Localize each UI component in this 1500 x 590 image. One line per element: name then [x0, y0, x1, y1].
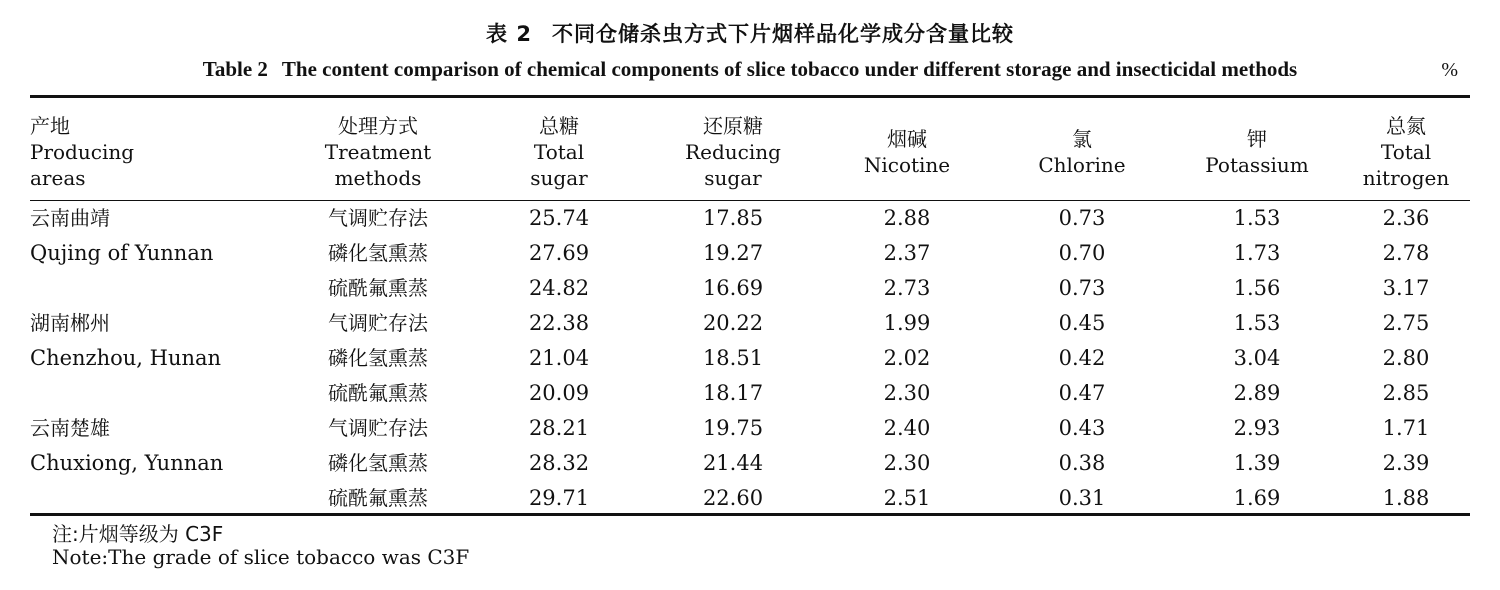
cell-nicotine: 2.30: [883, 451, 931, 475]
cell-total-nitrogen: 2.80: [1382, 346, 1430, 370]
cell-total-sugar: 29.71: [528, 486, 590, 510]
header-cn-label: 总氮: [1386, 114, 1426, 138]
cell-reducing-sugar: 17.85: [702, 206, 764, 230]
cell-reducing-sugar: 18.51: [702, 346, 764, 370]
cell-reducing-sugar: 19.75: [702, 416, 764, 440]
cell-nicotine: 2.88: [883, 206, 931, 230]
cell-total-nitrogen: 2.78: [1382, 241, 1430, 265]
header-en-label: Total: [1380, 140, 1432, 164]
cell-chlorine: 0.31: [1058, 486, 1106, 510]
cell-potassium: 2.89: [1233, 381, 1281, 405]
cell-treatment-method: 硫酰氟熏蒸: [328, 486, 428, 510]
header-nicotine: [817, 111, 997, 193]
header-producing-areas: [30, 111, 134, 193]
cell-nicotine: 2.73: [883, 276, 931, 300]
cell-reducing-sugar: 16.69: [702, 276, 764, 300]
cell-potassium: 1.73: [1233, 241, 1281, 265]
cell-producing-area: Chenzhou, Hunan: [30, 346, 222, 370]
header-cn-label: 产地: [30, 114, 70, 138]
header-cn-label: 氯: [1072, 127, 1092, 151]
cell-potassium: 1.56: [1233, 276, 1281, 300]
cell-potassium: 2.93: [1233, 416, 1281, 440]
cell-treatment-method: 气调贮存法: [328, 311, 428, 335]
cell-reducing-sugar: 20.22: [702, 311, 764, 335]
cell-reducing-sugar: 22.60: [702, 486, 764, 510]
header-reducing-sugar: [643, 111, 823, 193]
header-en-label-2: areas: [30, 166, 86, 190]
cell-total-nitrogen: 2.85: [1382, 381, 1430, 405]
cell-chlorine: 0.43: [1058, 416, 1106, 440]
cell-treatment-method: 磷化氢熏蒸: [328, 241, 428, 265]
header-en-label-2: nitrogen: [1362, 166, 1450, 190]
cell-producing-area: 云南楚雄: [30, 416, 110, 440]
cell-treatment-method: 硫酰氟熏蒸: [328, 381, 428, 405]
header-en-label: Nicotine: [863, 153, 951, 177]
header-en-label-2: methods: [334, 166, 422, 190]
cell-treatment-method: 气调贮存法: [328, 416, 428, 440]
cell-total-nitrogen: 1.88: [1382, 486, 1430, 510]
cell-chlorine: 0.70: [1058, 241, 1106, 265]
cell-producing-area: 湖南郴州: [30, 311, 110, 335]
header-treatment-methods: [288, 111, 468, 193]
cell-chlorine: 0.45: [1058, 311, 1106, 335]
cell-nicotine: 2.40: [883, 416, 931, 440]
cell-potassium: 1.39: [1233, 451, 1281, 475]
cell-potassium: 1.53: [1233, 206, 1281, 230]
header-en-label: Total: [533, 140, 585, 164]
cell-potassium: 1.53: [1233, 311, 1281, 335]
header-total-nitrogen: [1316, 111, 1496, 193]
table-title-en: [30, 57, 1470, 82]
table-title-cn: [0, 18, 1500, 48]
cell-total-sugar: 28.21: [528, 416, 590, 440]
cell-treatment-method: 磷化氢熏蒸: [328, 346, 428, 370]
cell-total-sugar: 25.74: [528, 206, 590, 230]
cell-producing-area: Chuxiong, Yunnan: [30, 451, 224, 475]
header-chlorine: [992, 111, 1172, 193]
cell-total-sugar: 20.09: [528, 381, 590, 405]
header-cn-label: 烟碱: [887, 127, 927, 151]
table-number-en: Table 2: [202, 57, 268, 81]
cell-total-sugar: 28.32: [528, 451, 590, 475]
header-en-label: Producing: [30, 140, 135, 164]
cell-total-nitrogen: 3.17: [1382, 276, 1430, 300]
cell-treatment-method: 硫酰氟熏蒸: [328, 276, 428, 300]
header-en-label: Treatment: [324, 140, 432, 164]
header-total-sugar: [469, 111, 649, 193]
cell-total-sugar: 22.38: [528, 311, 590, 335]
header-en-label-2: sugar: [530, 166, 588, 190]
note-en: Note:The grade of slice tobacco was C3F: [52, 545, 470, 569]
cell-treatment-method: 气调贮存法: [328, 206, 428, 230]
cell-chlorine: 0.38: [1058, 451, 1106, 475]
cell-nicotine: 2.37: [883, 241, 931, 265]
table-number-cn: 表 2: [486, 22, 532, 46]
top-rule: [30, 95, 1470, 98]
header-cn-label: 钾: [1247, 127, 1267, 151]
cell-nicotine: 2.02: [883, 346, 931, 370]
table-title-cn-text: 不同仓储杀虫方式下片烟样品化学成分含量比较: [551, 22, 1014, 46]
note-cn: 注:片烟等级为 C3F: [52, 522, 224, 546]
cell-nicotine: 2.51: [883, 486, 931, 510]
header-en-label: Chlorine: [1038, 153, 1126, 177]
table-title-en-text: The content comparison of chemical components of slice tobacco under different storage and insecticidal methods: [281, 57, 1298, 81]
header-en-label-2: sugar: [704, 166, 762, 190]
header-en-label: Potassium: [1205, 153, 1309, 177]
cell-reducing-sugar: 21.44: [702, 451, 764, 475]
cell-total-sugar: 21.04: [528, 346, 590, 370]
header-cn-label: 还原糖: [703, 114, 763, 138]
header-cn-label: 总糖: [539, 114, 579, 138]
unit-label: %: [1441, 59, 1458, 81]
cell-treatment-method: 磷化氢熏蒸: [328, 451, 428, 475]
cell-potassium: 1.69: [1233, 486, 1281, 510]
cell-chlorine: 0.73: [1058, 206, 1106, 230]
cell-chlorine: 0.42: [1058, 346, 1106, 370]
cell-total-sugar: 24.82: [528, 276, 590, 300]
cell-total-nitrogen: 1.71: [1382, 416, 1430, 440]
header-cn-label: 处理方式: [338, 114, 418, 138]
header-en-label: Reducing: [685, 140, 781, 164]
cell-total-sugar: 27.69: [528, 241, 590, 265]
cell-nicotine: 2.30: [883, 381, 931, 405]
cell-total-nitrogen: 2.39: [1382, 451, 1430, 475]
cell-potassium: 3.04: [1233, 346, 1281, 370]
cell-producing-area: Qujing of Yunnan: [30, 241, 214, 265]
cell-total-nitrogen: 2.75: [1382, 311, 1430, 335]
cell-producing-area: 云南曲靖: [30, 206, 110, 230]
cell-chlorine: 0.47: [1058, 381, 1106, 405]
cell-nicotine: 1.99: [883, 311, 931, 335]
cell-reducing-sugar: 18.17: [702, 381, 764, 405]
cell-chlorine: 0.73: [1058, 276, 1106, 300]
cell-total-nitrogen: 2.36: [1382, 206, 1430, 230]
cell-reducing-sugar: 19.27: [702, 241, 764, 265]
